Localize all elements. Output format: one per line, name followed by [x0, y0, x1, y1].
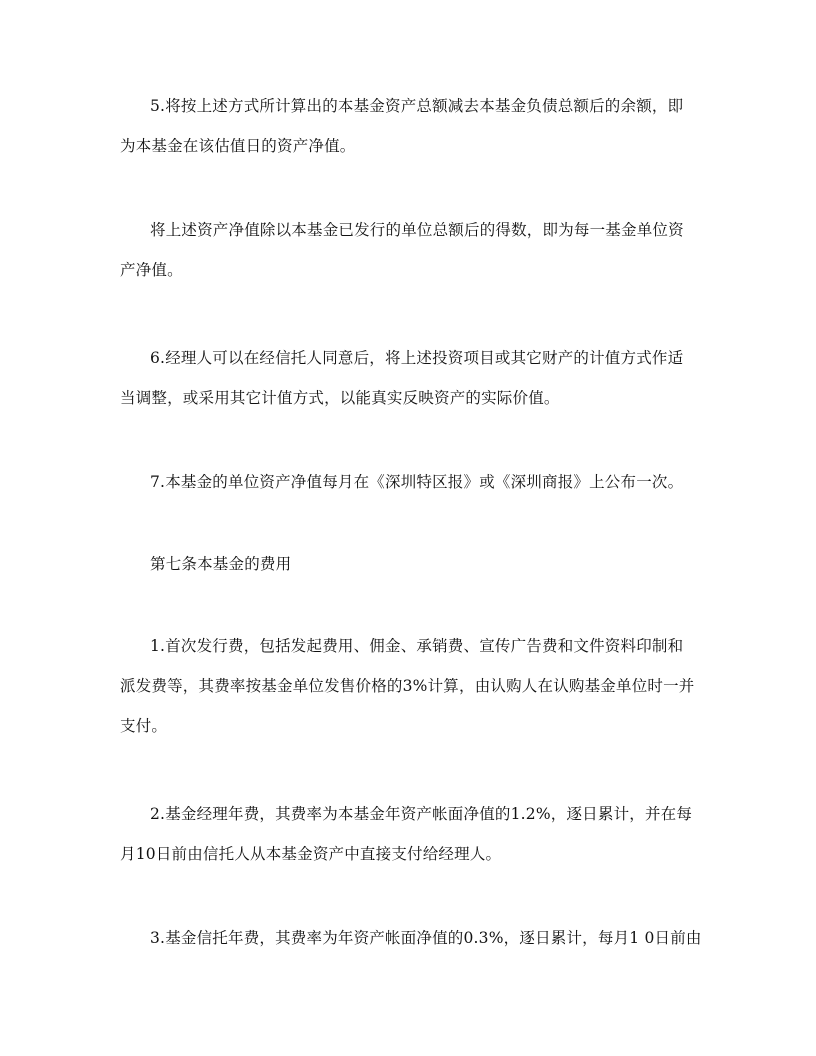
paragraph-line: 2.基金经理年费，其费率为本基金年资产帐面净值的1.2%，逐日累计，并在每: [150, 805, 693, 823]
section-heading: 第七条本基金的费用: [150, 555, 292, 573]
paragraph-5-net-asset-calculation: [120, 86, 700, 166]
paragraph-line: 当调整，或采用其它计值方式，以能真实反映资产的实际价值。: [120, 389, 560, 407]
paragraph-line: 1.首次发行费，包括发起费用、佣金、承销费、宣传广告费和文件资料印制和: [150, 637, 684, 655]
paragraph-6-valuation-adjustment: [120, 338, 700, 418]
paragraph-line: 5.将按上述方式所计算出的本基金资产总额减去本基金负债总额后的余额，即: [150, 97, 684, 115]
paragraph-1-initial-issue-fee: [120, 626, 700, 746]
paragraph-2-manager-fee: [120, 794, 700, 874]
section-heading-article-7: [120, 544, 700, 584]
paragraph-line: 将上述资产净值除以本基金已发行的单位总额后的得数，即为每一基金单位资: [150, 221, 684, 239]
paragraph-7-publication: [120, 462, 700, 502]
paragraph-line: 3.基金信托年费，其费率为年资产帐面净值的0.3%，逐日累计，每月1 0日前由: [150, 929, 702, 947]
paragraph-line: 产净值。: [120, 261, 183, 279]
paragraph-line: 派发费等，其费率按基金单位发售价格的3%计算，由认购人在认购基金单位时一并: [120, 677, 695, 695]
paragraph-line: 月10日前由信托人从本基金资产中直接支付给经理人。: [120, 845, 502, 863]
paragraph-line: 6.经理人可以在经信托人同意后，将上述投资项目或其它财产的计值方式作适: [150, 349, 684, 367]
paragraph-line: 7.本基金的单位资产净值每月在《深圳特区报》或《深圳商报》上公布一次。: [150, 473, 684, 491]
paragraph-unit-net-value: [120, 210, 700, 290]
paragraph-line: 支付。: [120, 717, 168, 735]
paragraph-3-trustee-fee: [120, 918, 700, 958]
paragraph-line: 为本基金在该估值日的资产净值。: [120, 137, 356, 155]
